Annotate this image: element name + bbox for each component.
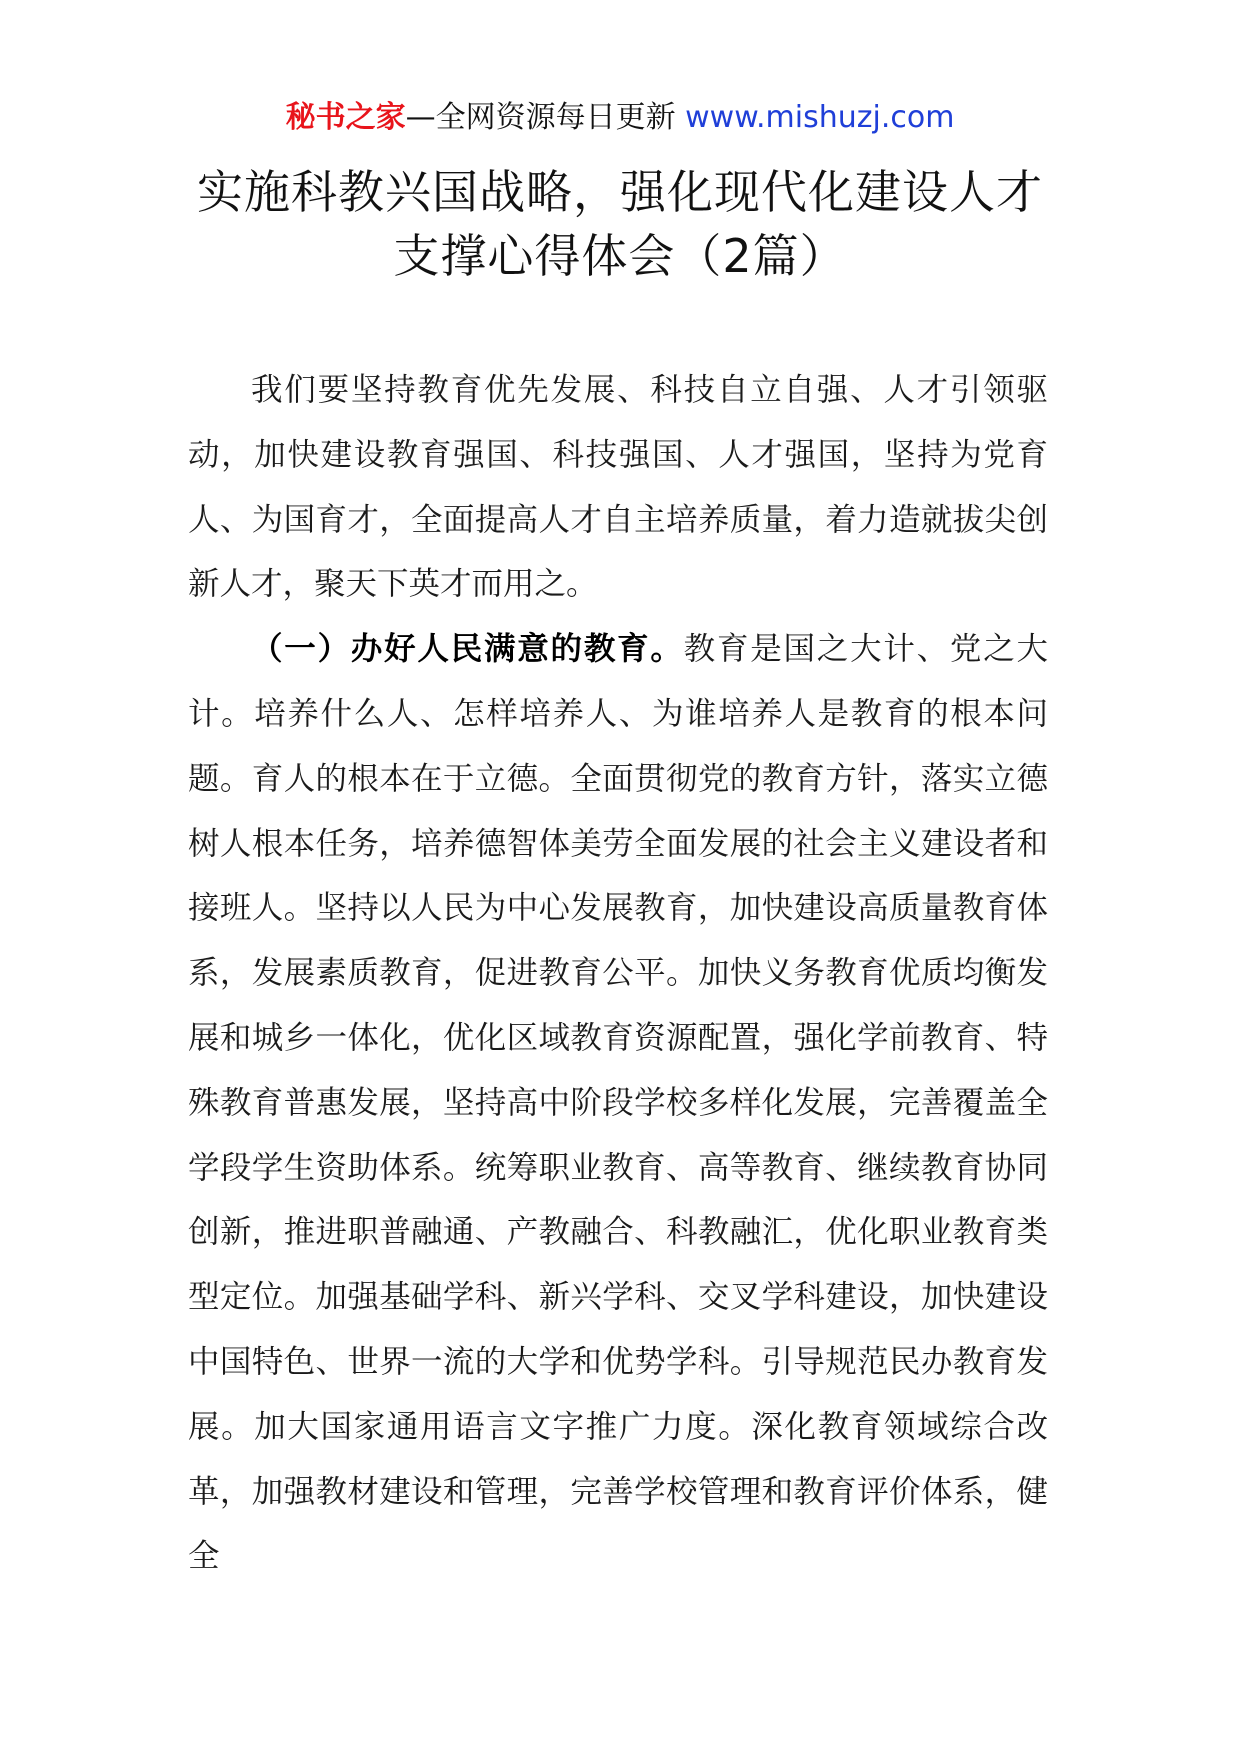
document-title — [120, 160, 1120, 288]
site-slogan: —全网资源每日更新 — [405, 100, 686, 135]
site-header — [0, 98, 1240, 138]
section-1-body: 教育是国之大计、党之大计。培养什么人、怎样培养人、为谁培养人是教育的根本问题。育人的根本在于立德。全面贯彻党的教育方针，落实立德树人根本任务，培养德智体美劳全面发展的社会主义建设者和接班人。坚持以人民为中心发展教育，加快建设高质量教育体系，发展素质教育，促进教育公平。加快义务教育优质均衡发展和城乡一体化，优化区域教育资源配置，强化学前教育、特殊教育普惠发展，坚持高中阶段学校多样化发展，完善覆盖全学段学生资助体系。统筹职业教育、高等教育、继续教育协同创新，推进职普融通、产教融合、科教融汇，优化职业教育类型定位。加强基础学科、新兴学科、交叉学科建设，加快建设中国特色、世界一流的大学和优势学科。引导规范民办教育发展。加大国家通用语言文字推广力度。深化教育领域综合改革，加强教材建设和管理，完善学校管理和教育评价体系，健全 — [188, 631, 1048, 1575]
section-1-heading: （一）办好人民满意的教育。 — [251, 631, 684, 668]
site-name: 秘书之家 — [285, 100, 406, 135]
section-1-paragraph — [188, 617, 1048, 1589]
site-url-link[interactable]: www.mishuzj.com — [685, 100, 955, 135]
intro-paragraph: 我们要坚持教育优先发展、科技自立自强、人才引领驱动，加快建设教育强国、科技强国、人才强国，坚持为党育人、为国育才，全面提高人才自主培养质量，着力造就拔尖创新人才，聚天下英才而用之。 — [188, 372, 1048, 603]
document-title-line-2: 支撑心得体会（2篇） — [393, 229, 847, 283]
document-body — [188, 358, 1048, 1589]
document-title-line-1: 实施科教兴国战略，强化现代化建设人才 — [197, 165, 1043, 219]
